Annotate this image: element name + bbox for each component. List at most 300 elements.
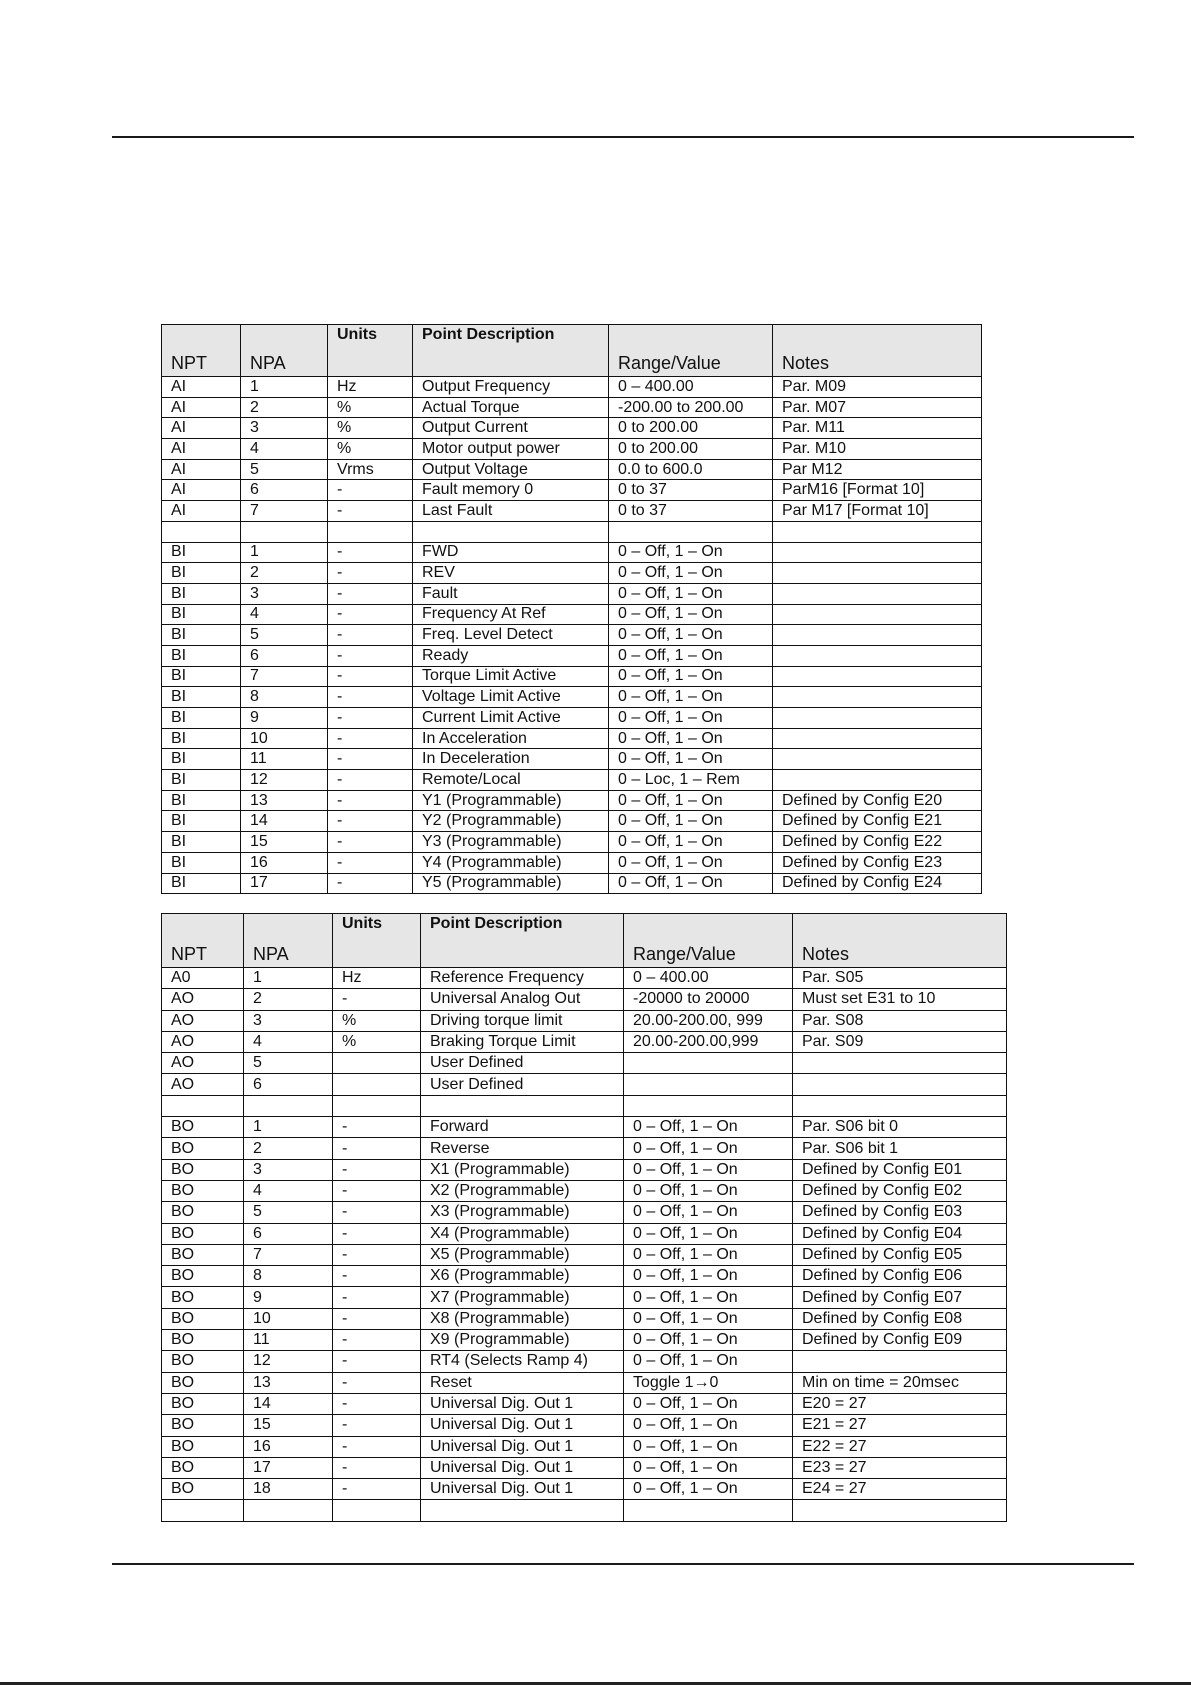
npt-cell: BI [162, 852, 241, 873]
table-row [162, 1095, 1007, 1116]
range-value-cell: 0 – Off, 1 – On [624, 1244, 793, 1265]
notes-cell: Defined by Config E03 [793, 1202, 1007, 1223]
range-value-cell: 0 – Off, 1 – On [624, 1180, 793, 1201]
units-cell: - [333, 989, 421, 1010]
notes-cell: Par. M07 [773, 397, 982, 418]
range-value-cell: -20000 to 20000 [624, 989, 793, 1010]
notes-cell: Min on time = 20msec [793, 1372, 1007, 1393]
range-value-cell: 0 – Off, 1 – On [624, 1202, 793, 1223]
range-value-cell: 0 – Off, 1 – On [624, 1138, 793, 1159]
npt-cell: BI [162, 790, 241, 811]
units-cell: - [328, 749, 413, 770]
units-cell: - [333, 1244, 421, 1265]
table-row [162, 583, 982, 604]
table-row [162, 1031, 1007, 1052]
point-description-cell: Reset [421, 1372, 624, 1393]
point-description-cell: Y5 (Programmable) [413, 873, 609, 894]
table-row [162, 563, 982, 584]
npa-cell: 4 [241, 439, 328, 460]
range-value-cell: 0 – Off, 1 – On [624, 1479, 793, 1500]
point-description-cell: Current Limit Active [413, 708, 609, 729]
npt-cell: BO [162, 1202, 244, 1223]
npa-cell: 1 [241, 542, 328, 563]
units-cell: Hz [333, 968, 421, 989]
point-description-cell: REV [413, 563, 609, 584]
npa-cell: 2 [244, 1138, 333, 1159]
point-description-cell: Frequency At Ref [413, 604, 609, 625]
npa-cell: 7 [244, 1244, 333, 1265]
range-value-cell: 0 – Off, 1 – On [609, 625, 773, 646]
npa-cell: 8 [244, 1266, 333, 1287]
npa-cell: 17 [244, 1457, 333, 1478]
range-value-cell: 0 – 400.00 [624, 968, 793, 989]
notes-cell [793, 1074, 1007, 1095]
notes-cell [793, 1500, 1007, 1521]
point-description-cell: Reference Frequency [421, 968, 624, 989]
table-row [162, 397, 982, 418]
notes-cell [773, 770, 982, 791]
npt-cell [162, 521, 241, 542]
range-value-cell: 0 – Off, 1 – On [624, 1159, 793, 1180]
range-value-cell: 0 – Off, 1 – On [624, 1415, 793, 1436]
range-value-cell: Toggle 1→0 [624, 1372, 793, 1393]
point-description-cell: X5 (Programmable) [421, 1244, 624, 1265]
units-cell: - [333, 1330, 421, 1351]
npt-cell: BO [162, 1351, 244, 1372]
table-row [162, 604, 982, 625]
range-value-cell: 0 – Off, 1 – On [609, 832, 773, 853]
npt-cell: BO [162, 1330, 244, 1351]
range-value-cell: -200.00 to 200.00 [609, 397, 773, 418]
units-cell: - [333, 1415, 421, 1436]
notes-cell [773, 625, 982, 646]
npt-cell: BO [162, 1393, 244, 1414]
units-cell: - [333, 1180, 421, 1201]
notes-cell: Par. M10 [773, 439, 982, 460]
units-cell: - [333, 1287, 421, 1308]
range-value-cell: 0 – Off, 1 – On [609, 542, 773, 563]
npa-cell: 6 [241, 645, 328, 666]
notes-cell [773, 666, 982, 687]
range-value-cell: 0 – Off, 1 – On [609, 563, 773, 584]
units-cell: Vrms [328, 459, 413, 480]
point-description-cell: Ready [413, 645, 609, 666]
output-points-table [161, 913, 1007, 1522]
table-row [162, 1180, 1007, 1201]
table-row [162, 1223, 1007, 1244]
npa-cell: 3 [244, 1159, 333, 1180]
range-value-cell: 0.0 to 600.0 [609, 459, 773, 480]
npt-cell: AO [162, 1074, 244, 1095]
range-value-cell: 0 – Off, 1 – On [609, 645, 773, 666]
table-row [162, 852, 982, 873]
units-cell: - [333, 1138, 421, 1159]
units-cell: % [328, 397, 413, 418]
table-row [162, 1244, 1007, 1265]
notes-cell: E22 = 27 [793, 1436, 1007, 1457]
table-row [162, 480, 982, 501]
point-description-cell: X6 (Programmable) [421, 1266, 624, 1287]
point-description-cell: Torque Limit Active [413, 666, 609, 687]
table-row [162, 1372, 1007, 1393]
table-row [162, 1159, 1007, 1180]
point-description-cell: User Defined [421, 1074, 624, 1095]
npt-cell: BO [162, 1308, 244, 1329]
range-value-cell: 0 – Off, 1 – On [624, 1393, 793, 1414]
notes-cell [773, 521, 982, 542]
units-cell: - [328, 873, 413, 894]
table-row [162, 790, 982, 811]
point-description-cell: Braking Torque Limit [421, 1031, 624, 1052]
npt-cell: AO [162, 989, 244, 1010]
units-cell: - [333, 1308, 421, 1329]
header-units: Units [328, 325, 413, 377]
table-row [162, 1287, 1007, 1308]
npt-cell: BO [162, 1287, 244, 1308]
units-cell: - [328, 604, 413, 625]
table-row [162, 1393, 1007, 1414]
npa-cell: 17 [241, 873, 328, 894]
notes-cell [773, 645, 982, 666]
npt-cell: AO [162, 1031, 244, 1052]
npa-cell: 14 [244, 1393, 333, 1414]
table-row [162, 1330, 1007, 1351]
units-cell: - [328, 687, 413, 708]
table-row [162, 708, 982, 729]
table-row [162, 439, 982, 460]
point-description-cell: Universal Dig. Out 1 [421, 1479, 624, 1500]
table-row [162, 873, 982, 894]
range-value-cell: 0 – Off, 1 – On [624, 1330, 793, 1351]
notes-cell: Defined by Config E23 [773, 852, 982, 873]
npt-cell: AI [162, 459, 241, 480]
notes-cell: Defined by Config E01 [793, 1159, 1007, 1180]
range-value-cell: 0 to 37 [609, 480, 773, 501]
npt-cell: BO [162, 1223, 244, 1244]
npa-cell: 5 [241, 625, 328, 646]
point-description-cell: X1 (Programmable) [421, 1159, 624, 1180]
point-description-cell: Universal Analog Out [421, 989, 624, 1010]
table-row [162, 1138, 1007, 1159]
units-cell: - [328, 480, 413, 501]
npt-cell: BO [162, 1117, 244, 1138]
point-description-cell: Motor output power [413, 439, 609, 460]
units-cell [333, 1053, 421, 1074]
table-row [162, 1053, 1007, 1074]
point-description-cell: Universal Dig. Out 1 [421, 1393, 624, 1414]
point-description-cell: X2 (Programmable) [421, 1180, 624, 1201]
point-description-cell [413, 521, 609, 542]
notes-cell: E21 = 27 [793, 1415, 1007, 1436]
npt-cell: BI [162, 728, 241, 749]
table-row [162, 1479, 1007, 1500]
npa-cell: 4 [244, 1031, 333, 1052]
npt-cell: BO [162, 1436, 244, 1457]
table-row [162, 542, 982, 563]
range-value-cell: 0 – Off, 1 – On [609, 604, 773, 625]
notes-cell: Defined by Config E05 [793, 1244, 1007, 1265]
range-value-cell: 0 – Off, 1 – On [609, 749, 773, 770]
npa-cell [244, 1095, 333, 1116]
notes-cell: Par M12 [773, 459, 982, 480]
npa-cell: 12 [241, 770, 328, 791]
point-description-cell: Fault [413, 583, 609, 604]
npa-cell: 4 [244, 1180, 333, 1201]
units-cell: - [333, 1202, 421, 1223]
npa-cell: 2 [241, 397, 328, 418]
npt-cell: BI [162, 832, 241, 853]
npt-cell: BO [162, 1180, 244, 1201]
point-description-cell [421, 1095, 624, 1116]
notes-cell: Par. M11 [773, 418, 982, 439]
header-npt: NPT [162, 914, 244, 968]
notes-cell: Defined by Config E07 [793, 1287, 1007, 1308]
npa-cell: 5 [244, 1202, 333, 1223]
point-description-cell: Fault memory 0 [413, 480, 609, 501]
table-row [162, 418, 982, 439]
table-row [162, 1117, 1007, 1138]
table-row [162, 832, 982, 853]
range-value-cell: 0 – Off, 1 – On [609, 687, 773, 708]
units-cell: - [328, 852, 413, 873]
header-point-description: Point Description [421, 914, 624, 968]
npt-cell: BI [162, 645, 241, 666]
table-body [162, 968, 1007, 1522]
point-description-cell: Universal Dig. Out 1 [421, 1436, 624, 1457]
table-row [162, 1415, 1007, 1436]
npt-cell: BI [162, 604, 241, 625]
point-description-cell: Y4 (Programmable) [413, 852, 609, 873]
range-value-cell: 0 – Off, 1 – On [609, 728, 773, 749]
range-value-cell: 0 – Off, 1 – On [624, 1351, 793, 1372]
npt-cell: BI [162, 708, 241, 729]
units-cell: % [328, 418, 413, 439]
notes-cell: Par M17 [Format 10] [773, 501, 982, 522]
units-cell: - [333, 1223, 421, 1244]
point-description-cell: Freq. Level Detect [413, 625, 609, 646]
range-value-cell: 0 – Off, 1 – On [624, 1117, 793, 1138]
units-cell [333, 1500, 421, 1521]
range-value-cell: 0 – Off, 1 – On [624, 1223, 793, 1244]
units-cell: - [333, 1479, 421, 1500]
npt-cell: BO [162, 1372, 244, 1393]
range-value-cell: 0 to 37 [609, 501, 773, 522]
npt-cell: BI [162, 666, 241, 687]
npa-cell: 1 [241, 377, 328, 398]
table-row [162, 968, 1007, 989]
table-row [162, 1266, 1007, 1287]
npa-cell: 9 [241, 708, 328, 729]
npa-cell: 3 [241, 583, 328, 604]
range-value-cell: 0 – Off, 1 – On [609, 852, 773, 873]
npt-cell: BI [162, 687, 241, 708]
table-row [162, 501, 982, 522]
notes-cell: Defined by Config E22 [773, 832, 982, 853]
npa-cell: 5 [241, 459, 328, 480]
notes-cell: Defined by Config E21 [773, 811, 982, 832]
point-description-cell: Driving torque limit [421, 1010, 624, 1031]
notes-cell: Par. S05 [793, 968, 1007, 989]
npt-cell: BO [162, 1457, 244, 1478]
npa-cell: 14 [241, 811, 328, 832]
npa-cell: 15 [241, 832, 328, 853]
table-row [162, 377, 982, 398]
range-value-cell [624, 1053, 793, 1074]
npa-cell: 13 [241, 790, 328, 811]
units-cell: - [328, 583, 413, 604]
npt-cell: AO [162, 1010, 244, 1031]
npt-cell: BI [162, 770, 241, 791]
table-row [162, 989, 1007, 1010]
notes-cell [773, 604, 982, 625]
range-value-cell: 0 to 200.00 [609, 439, 773, 460]
npt-cell: BI [162, 583, 241, 604]
units-cell: - [333, 1436, 421, 1457]
table-row [162, 521, 982, 542]
notes-cell: Must set E31 to 10 [793, 989, 1007, 1010]
point-description-cell: X4 (Programmable) [421, 1223, 624, 1244]
npa-cell: 1 [244, 1117, 333, 1138]
table-row [162, 1308, 1007, 1329]
notes-cell [773, 563, 982, 584]
npt-cell: BO [162, 1138, 244, 1159]
npa-cell: 8 [241, 687, 328, 708]
range-value-cell [609, 521, 773, 542]
notes-cell: Par. M09 [773, 377, 982, 398]
notes-cell [773, 583, 982, 604]
npt-cell: BI [162, 749, 241, 770]
npa-cell: 11 [244, 1330, 333, 1351]
point-description-cell: X9 (Programmable) [421, 1330, 624, 1351]
npa-cell [241, 521, 328, 542]
point-description-cell: In Acceleration [413, 728, 609, 749]
notes-cell [773, 728, 982, 749]
npt-cell [162, 1500, 244, 1521]
units-cell [333, 1074, 421, 1095]
point-description-cell: Universal Dig. Out 1 [421, 1457, 624, 1478]
npa-cell: 6 [241, 480, 328, 501]
notes-cell: Defined by Config E02 [793, 1180, 1007, 1201]
units-cell: - [328, 542, 413, 563]
table-row [162, 1436, 1007, 1457]
range-value-cell: 0 – Off, 1 – On [624, 1457, 793, 1478]
units-cell: - [328, 790, 413, 811]
point-description-cell: Output Voltage [413, 459, 609, 480]
range-value-cell: 0 – 400.00 [609, 377, 773, 398]
units-cell: - [328, 728, 413, 749]
range-value-cell: 0 – Off, 1 – On [624, 1436, 793, 1457]
npa-cell: 7 [241, 666, 328, 687]
table-header-row [162, 325, 982, 377]
npt-cell: AI [162, 480, 241, 501]
table-row [162, 770, 982, 791]
range-value-cell: 0 – Off, 1 – On [624, 1266, 793, 1287]
point-description-cell: Reverse [421, 1138, 624, 1159]
notes-cell: Defined by Config E24 [773, 873, 982, 894]
units-cell: - [328, 811, 413, 832]
npt-cell: AI [162, 377, 241, 398]
table-row [162, 666, 982, 687]
units-cell: - [328, 708, 413, 729]
npt-cell: AI [162, 397, 241, 418]
notes-cell [793, 1053, 1007, 1074]
header-npa: NPA [244, 914, 333, 968]
header-npa: NPA [241, 325, 328, 377]
units-cell: - [333, 1159, 421, 1180]
notes-cell: E24 = 27 [793, 1479, 1007, 1500]
range-value-cell [624, 1074, 793, 1095]
npa-cell: 18 [244, 1479, 333, 1500]
point-description-cell: X3 (Programmable) [421, 1202, 624, 1223]
units-cell [333, 1095, 421, 1116]
table-row [162, 749, 982, 770]
point-description-cell: X7 (Programmable) [421, 1287, 624, 1308]
npa-cell: 16 [244, 1436, 333, 1457]
table-header-row [162, 914, 1007, 968]
point-description-cell: Y3 (Programmable) [413, 832, 609, 853]
npt-cell: BI [162, 625, 241, 646]
range-value-cell: 0 – Off, 1 – On [609, 790, 773, 811]
units-cell: - [328, 832, 413, 853]
npa-cell: 11 [241, 749, 328, 770]
npa-cell: 10 [244, 1308, 333, 1329]
notes-cell [773, 749, 982, 770]
npt-cell: AI [162, 418, 241, 439]
table-row [162, 625, 982, 646]
point-description-cell: X8 (Programmable) [421, 1308, 624, 1329]
table-row [162, 811, 982, 832]
units-cell: % [333, 1010, 421, 1031]
range-value-cell: 0 – Off, 1 – On [609, 873, 773, 894]
npa-cell: 15 [244, 1415, 333, 1436]
range-value-cell: 0 – Off, 1 – On [609, 708, 773, 729]
npa-cell: 2 [244, 989, 333, 1010]
header-notes: Notes [793, 914, 1007, 968]
notes-cell: Defined by Config E06 [793, 1266, 1007, 1287]
npa-cell: 5 [244, 1053, 333, 1074]
npa-cell: 12 [244, 1351, 333, 1372]
units-cell: - [333, 1117, 421, 1138]
point-description-cell: FWD [413, 542, 609, 563]
notes-cell: E20 = 27 [793, 1393, 1007, 1414]
notes-cell: Par. S06 bit 0 [793, 1117, 1007, 1138]
units-cell: - [333, 1393, 421, 1414]
range-value-cell: 0 – Loc, 1 – Rem [609, 770, 773, 791]
header-notes: Notes [773, 325, 982, 377]
npt-cell: BI [162, 542, 241, 563]
npa-cell: 16 [241, 852, 328, 873]
point-description-cell: Output Frequency [413, 377, 609, 398]
npa-cell: 2 [241, 563, 328, 584]
table-row [162, 1074, 1007, 1095]
point-description-cell: In Deceleration [413, 749, 609, 770]
input-points-table [161, 324, 982, 894]
notes-cell: Par. S06 bit 1 [793, 1138, 1007, 1159]
point-description-cell: Last Fault [413, 501, 609, 522]
point-description-cell: Y2 (Programmable) [413, 811, 609, 832]
range-value-cell: 0 – Off, 1 – On [609, 583, 773, 604]
units-cell: Hz [328, 377, 413, 398]
units-cell: % [328, 439, 413, 460]
table-row [162, 459, 982, 480]
table-row [162, 687, 982, 708]
range-value-cell: 0 – Off, 1 – On [609, 666, 773, 687]
npt-cell: BO [162, 1159, 244, 1180]
npa-cell: 7 [241, 501, 328, 522]
table-body [162, 377, 982, 894]
notes-cell [773, 708, 982, 729]
range-value-cell: 20.00-200.00,999 [624, 1031, 793, 1052]
